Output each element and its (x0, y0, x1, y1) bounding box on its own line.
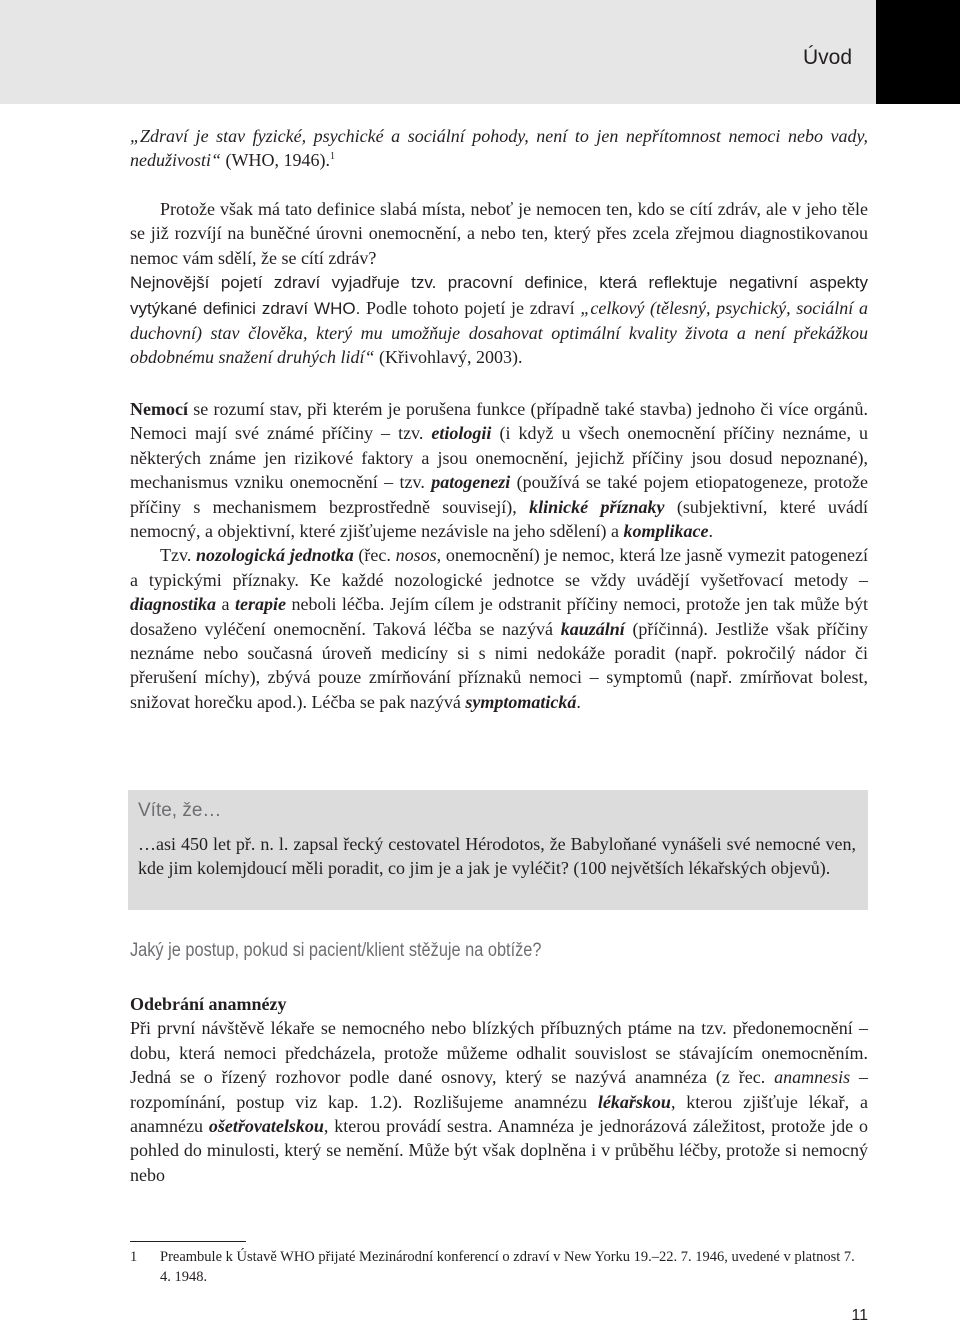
anamnesis-heading: Odebrání anamnézy (130, 994, 287, 1014)
term-patogeneze: patogenezi (431, 472, 511, 493)
term-klinicke-priznaky: klinické příznaky (529, 496, 665, 517)
para-text: Tzv. (160, 545, 197, 566)
para-nosology (130, 543, 868, 714)
para-text: se rozumí stav, při kterém je porušena funkce (případně také stavba) jednoho či více orgánů. Nemoci mají své známé příčiny – tzv. (130, 399, 868, 444)
term-nemoci: Nemocí (130, 399, 188, 419)
para-text: (řec. (353, 545, 396, 566)
para-text: (používá se také pojem etiopatogeneze, protože příčiny s mechanismem bezprostředně souvisejí), (130, 472, 869, 517)
did-you-know-text: …asi 450 let př. n. l. zapsal řecký cestovatel Hérodotos, že Babyloňané vynášeli své nemocné ven, kde jim kolemjdoucí měli poradit, co jim je a jak je vyléčit? (100 největších lékařských objevů). (138, 834, 856, 879)
para-text: (i když u všech onemocnění příčiny neznáme, u některých známe jen rizikové faktory a jsou onemocnění, jejichž příčiny jsou dosud nepoznané), mechanismus vzniku onemocnění – tzv. (130, 423, 868, 493)
para-modern-definition (130, 270, 868, 370)
term-nozologicka-jednotka: nozologická jednotka (196, 545, 354, 566)
para-text: – rozpomínání, postup viz kap. 1.2). Rozlišujeme anamnézu (130, 1067, 869, 1112)
anamnesis-paragraph (130, 1016, 868, 1187)
anamnesis-section (130, 992, 868, 1187)
para-definition-weakness: Protože však má tato definice slabá místa, neboť je nemocen ten, kdo se cítí zdráv, ale v jeho těle se již rozvíjí na buněčné úrovni onemocnění, a nebo ten, který přes zcela zřejmou diagnostikovanou nemoc vám sdělí, že se cítí zdráv? (130, 199, 868, 268)
term-lekarska: lékařskou (597, 1091, 671, 1112)
quote-citation: (WHO, 1946). (221, 150, 330, 171)
term-nosos: nosos (395, 545, 437, 566)
para-text: , kterou provádí sestra. Anamnéza je jednorázová záležitost, protože jde o pohled do minulosti, který se nemění. Může být však doplněna i v průběhu léčby, protože si nemocný nebo (130, 1116, 868, 1185)
quote-text: „Zdraví je stav fyzické, psychické a sociální pohody, není to jen nepřítomnost nemoci nebo vady, neduživosti“ (130, 126, 868, 171)
chapter-tab-block (876, 0, 960, 104)
para-text: , onemocnění) je nemoc, která lze jasně vymezit patogenezí a typickými příznaky. Ke každé nozologické jednotce se vždy uvádějí vyšetřovací metody – (130, 545, 869, 590)
para-text: . (576, 691, 581, 712)
definition-paragraph (130, 197, 868, 370)
footnote-text: Preambule k Ústavě WHO přijaté Mezinárodní konferencí o zdraví v New Yorku 19.–22. 7. 1946, uvedené v platnost 7. 4. 1948. (160, 1249, 855, 1285)
para-disease (130, 397, 868, 543)
term-komplikace: komplikace (623, 521, 709, 542)
section-question: Jaký je postup, pokud si pacient/klient stěžuje na obtíže? (130, 940, 542, 961)
para-text: neboli léčba. Jejím cílem je odstranit příčiny nemoci, protože jen tak může být dosaženo vyléčení onemocnění. Taková léčba se nazývá (130, 594, 868, 639)
footnote-ref: 1 (330, 151, 335, 163)
para-text: Při první návštěvě lékaře se nemocného nebo blízkých příbuzných ptáme na tzv. předonemocnění – dobu, která nemoci předcházela, protože můžeme odhalit souvislost se stávajícím onemocněním. Jedná se o řízený rozhovor podle dané osnovy, který se nazývá anamnéza (z řec. (130, 1018, 868, 1088)
para-text: (příčinná). Jestliže však příčiny neznáme nebo současná úroveň medicíny si s nimi nedokáže poradit (např. pokročilý nádor či přerušení míchy), zbývá pouze zmírňování příznaků nemoci – symptomů (např. zmírňovat bolest, snižovat horečku apod.). Léčba se pak nazývá (130, 618, 868, 712)
did-you-know-title: Víte, že… (138, 800, 222, 821)
chapter-title: Úvod (802, 46, 852, 69)
page-number: 11 (851, 1307, 868, 1324)
para-text: , kterou zjišťuje lékař, a anamnézu (130, 1091, 868, 1137)
disease-paragraph (130, 397, 868, 714)
term-terapie: terapie (234, 594, 286, 615)
footnote-rule (130, 1241, 246, 1242)
term-etiologie: etiologii (431, 423, 492, 444)
who-quote (130, 124, 868, 173)
did-you-know-box (128, 790, 868, 910)
para-text: . (708, 521, 713, 542)
footnote-number: 1 (130, 1249, 138, 1265)
para-text: Podle tohoto pojetí je zdraví (360, 297, 581, 318)
para-modern-intro: Nejnovější pojetí zdraví vyjadřuje tzv. pracovní definice, která reflektuje negativní aspekty vytýkané definici zdraví WHO. (130, 273, 868, 318)
term-symptomaticka: symptomatická (465, 691, 577, 712)
term-kauzalni: kauzální (560, 618, 625, 639)
term-diagnostika: diagnostika (130, 594, 217, 615)
para-text: a (216, 594, 235, 615)
para-text: (subjektivní, které uvádí nemocný, a objektivní, které zjišťujeme nezávisle na jeho sdělení) a (130, 496, 868, 542)
term-anamnesis: anamnesis (774, 1067, 851, 1088)
para-citation: (Křivohlavý, 2003). (374, 347, 523, 368)
modern-definition-quote: „celkový (tělesný, psychický, sociální a duchovní) stav člověka, který mu umožňuje dosahovat optimální kvality života a není překážkou obdobnému snažení druhých lidí“ (130, 297, 868, 368)
term-osetrovatelska: ošetřovatelskou (208, 1116, 324, 1137)
